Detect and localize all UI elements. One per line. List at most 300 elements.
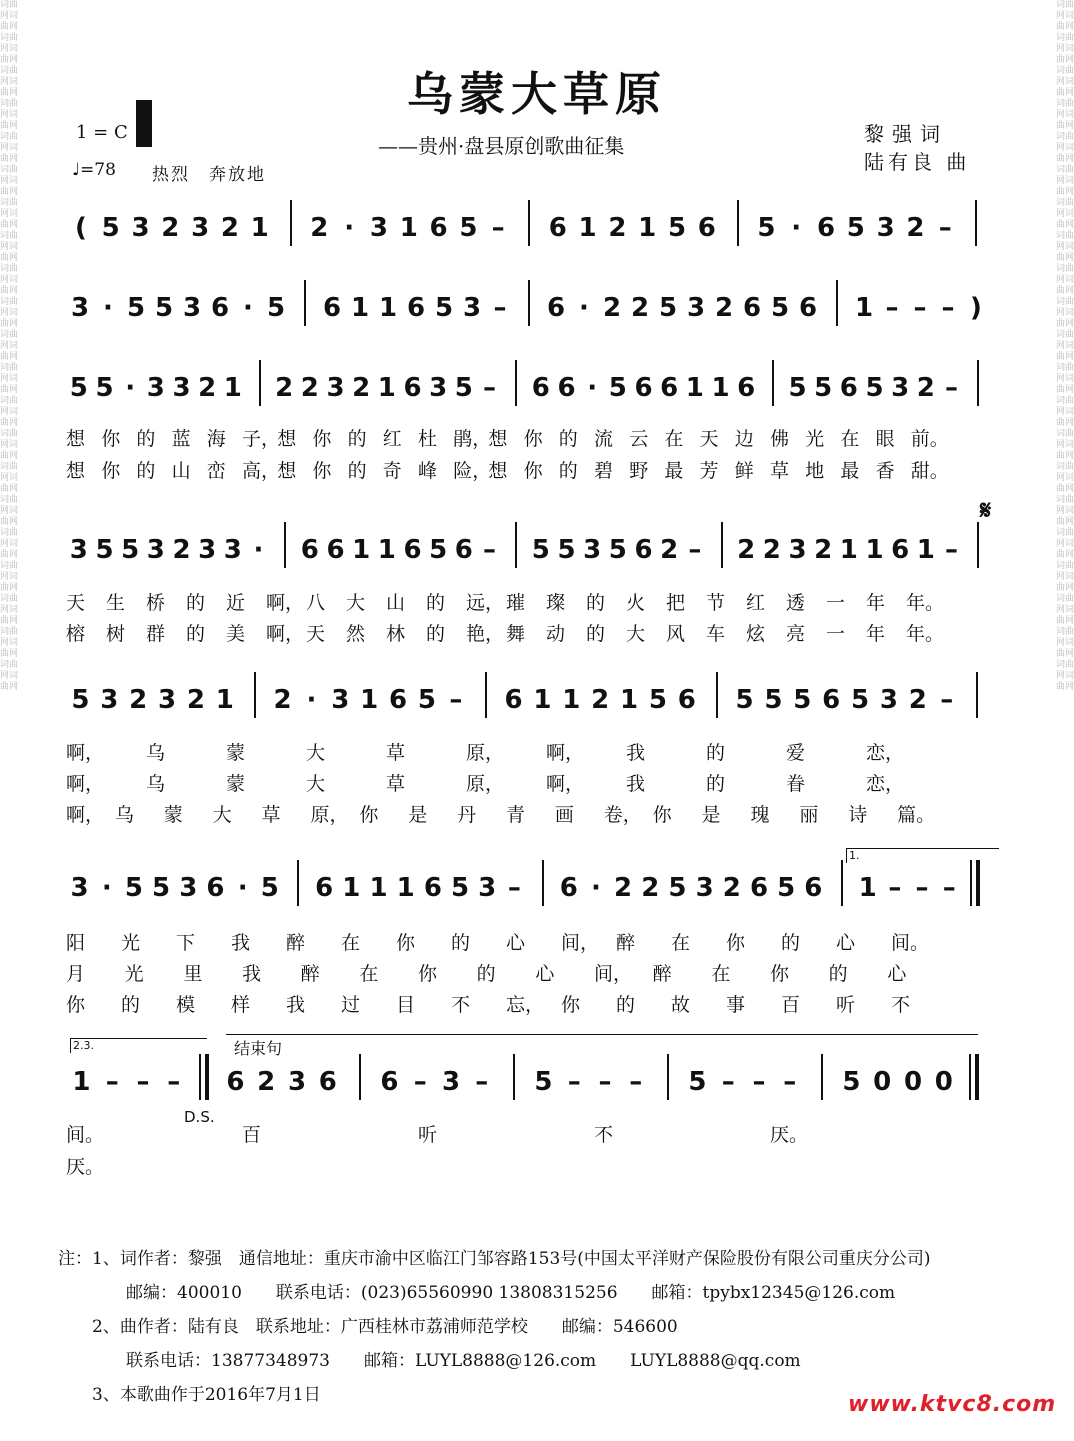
lyric-syllable: 你: [523, 428, 543, 450]
lyric-syllable: 的: [426, 623, 446, 645]
staff-line: [66, 1062, 1006, 1102]
staff-line: [66, 208, 1006, 248]
lyric-syllable: 的: [451, 932, 471, 954]
dash-note: –: [688, 535, 702, 565]
lyric-syllable: 在: [711, 963, 731, 985]
note-token: 5: [454, 373, 473, 403]
barline: [970, 860, 972, 906]
note-token: 3: [429, 373, 448, 403]
note-token: 3: [788, 535, 807, 565]
note-token: 1: [533, 685, 552, 715]
dash-note: –: [944, 373, 958, 403]
note-token: 3: [172, 373, 191, 403]
lyric-syllable: 丽: [799, 804, 819, 826]
lyric-syllable: 过: [341, 994, 361, 1016]
dot-mark: ·: [101, 873, 112, 903]
note-token: 1: [72, 1067, 91, 1097]
lyric-syllable: 目: [396, 994, 416, 1016]
note-token: 1: [369, 873, 388, 903]
lyric-syllable: 心: [836, 932, 856, 954]
note-token: 2: [161, 213, 180, 243]
lyric-syllable: 你: [418, 963, 438, 985]
note-token: 3: [876, 213, 895, 243]
lyric-syllable: 璨: [546, 592, 566, 614]
note-token: 6: [891, 535, 910, 565]
note-token: 6: [839, 373, 858, 403]
note-token: 6: [531, 373, 550, 403]
lyric-syllable: 美: [226, 623, 246, 645]
note-token: 5: [451, 873, 470, 903]
note-token: 2: [660, 535, 679, 565]
footnotes: [58, 1242, 1048, 1412]
tempo-mark: ♩=78: [72, 160, 116, 180]
lyric-syllable: 的: [347, 460, 367, 482]
dash-note: –: [629, 1067, 643, 1097]
note-token: 6: [326, 535, 345, 565]
note-token: 3: [695, 873, 714, 903]
lyric-syllable: 阳: [66, 932, 86, 954]
lyric-syllable: 香: [875, 460, 895, 482]
lyric-syllable: 山: [171, 460, 191, 482]
note-token: 6: [403, 535, 422, 565]
lyric-syllable: 的: [616, 994, 636, 1016]
note-token: 3: [70, 873, 89, 903]
lyric-syllable: 恋，: [866, 773, 905, 795]
dash-note: –: [167, 1067, 181, 1097]
lyric-syllable: 海: [206, 428, 226, 450]
note-token: 2: [614, 873, 633, 903]
volta-2-3: 2.3.: [70, 1038, 207, 1053]
dash-note: –: [567, 1067, 581, 1097]
lyric-syllable: 林: [386, 623, 406, 645]
lyric-syllable: 乌: [146, 742, 166, 764]
lyric-syllable: 我: [286, 994, 306, 1016]
note-token: 6: [389, 685, 408, 715]
note-token: 6: [546, 293, 566, 323]
lyric-syllable: 的: [476, 963, 496, 985]
barline: [199, 1054, 201, 1100]
note-token: 5: [788, 373, 807, 403]
lyric-syllable: 忘，: [506, 994, 545, 1016]
lyric-syllable: 亮: [786, 623, 806, 645]
note-token: 5: [95, 535, 114, 565]
note-token: 5: [688, 1067, 707, 1097]
note-line: 3、本歌曲作于2016年7月1日: [58, 1385, 321, 1405]
dash-note: –: [938, 213, 952, 243]
note-token: 3: [478, 873, 497, 903]
lyric-syllable: 乌: [114, 804, 134, 826]
lyric-syllable: 蒙: [226, 773, 246, 795]
lyric-syllable: 不: [594, 1124, 614, 1146]
note-token: 6: [559, 873, 578, 903]
lyric-syllable: 地: [805, 460, 825, 482]
lyric-syllable: 你: [726, 932, 746, 954]
lyric-syllable: 光: [805, 428, 825, 450]
ending-bracket: [226, 1034, 978, 1035]
lyric-syllable: 的: [706, 742, 726, 764]
barline: [976, 672, 978, 718]
note-token: 6: [454, 535, 473, 565]
lyric-syllable: 前。: [910, 428, 949, 450]
lyric-syllable: 你: [101, 428, 121, 450]
lyric-syllable: 榕: [66, 623, 86, 645]
note-token: 5: [814, 373, 833, 403]
note-token: 5: [434, 293, 454, 323]
lyric-syllable: 远，: [466, 592, 505, 614]
note-token: 2: [908, 685, 927, 715]
lyric-syllable: 年。: [906, 592, 945, 614]
lyric-syllable: 佛: [770, 428, 790, 450]
barline: [977, 360, 979, 406]
lyric-syllable: 想: [66, 460, 86, 482]
note-token: 1: [620, 685, 639, 715]
dot-mark: ·: [306, 685, 317, 715]
note-token: 5: [459, 213, 478, 243]
note-token: 6: [634, 535, 653, 565]
lyric-syllable: 蒙: [163, 804, 183, 826]
lyric-syllable: 你: [396, 932, 416, 954]
note-token: 6: [804, 873, 823, 903]
lyric-syllable: 最: [840, 460, 860, 482]
lyric-syllable: 啊，: [66, 804, 105, 826]
subtitle: ——贵州·盘县原创歌曲征集: [378, 134, 625, 158]
lyric-syllable: 啊，: [546, 742, 585, 764]
lyric-syllable: 年。: [906, 623, 945, 645]
lyric-syllable: 眷: [786, 773, 806, 795]
note-token: 2: [300, 373, 319, 403]
lyric-syllable: 璀: [506, 592, 526, 614]
barline: [359, 1054, 361, 1100]
note-token: 1: [223, 373, 242, 403]
lyric-syllable: 峰: [418, 460, 438, 482]
lyric-syllable: 啊，: [66, 773, 105, 795]
note-token: 3: [100, 685, 119, 715]
note-token: 3: [179, 873, 198, 903]
note-token: 3: [182, 293, 202, 323]
lyric-syllable: 群: [146, 623, 166, 645]
note-token: 5: [865, 373, 884, 403]
barline: [772, 360, 774, 406]
note-token: 5: [124, 873, 143, 903]
barline: [528, 200, 530, 246]
lyric-syllable: 在: [840, 428, 860, 450]
dash-note: –: [944, 535, 958, 565]
note-token: 3: [191, 213, 210, 243]
note-token: 3: [146, 373, 165, 403]
barline: [737, 200, 739, 246]
note-token: 6: [429, 213, 448, 243]
note-token: 3: [69, 535, 88, 565]
barline: [513, 1054, 515, 1100]
dash-note: –: [413, 1067, 427, 1097]
lyric-row: [66, 456, 996, 482]
lyric-syllable: 想: [277, 428, 297, 450]
lyric-syllable: 大: [626, 623, 646, 645]
note-token: 2: [186, 685, 205, 715]
dash-note: –: [783, 1067, 797, 1097]
lyric-row: [66, 928, 996, 954]
note-token: 5: [152, 873, 171, 903]
note-token: 5: [658, 293, 678, 323]
dash-note: –: [913, 293, 927, 323]
lyric-syllable: 大: [306, 773, 326, 795]
note-token: 1: [865, 535, 884, 565]
lyric-row: [66, 588, 996, 614]
lyric-syllable: 不: [891, 994, 911, 1016]
lyric-syllable: 爱: [786, 742, 806, 764]
note-token: 5: [608, 373, 627, 403]
lyric-syllable: 心: [506, 932, 526, 954]
lyric-syllable: 听: [418, 1124, 438, 1146]
note-token: 5: [126, 293, 146, 323]
note-token: 3: [583, 535, 602, 565]
lyric-syllable: 眼: [875, 428, 895, 450]
barline: [975, 200, 977, 246]
dash-note: –: [940, 685, 954, 715]
note-token: 0: [934, 1067, 953, 1097]
note-token: 5: [735, 685, 754, 715]
note-token: 1: [711, 373, 730, 403]
lyric-syllable: 你: [561, 994, 581, 1016]
lyric-syllable: 画: [554, 804, 574, 826]
note-token: 1: [562, 685, 581, 715]
note-token: 5: [101, 213, 120, 243]
lyric-syllable: 在: [671, 932, 691, 954]
note-line: 邮编：400010 联系电话：(023)65560990 13808315256 邮箱：tpybx12345@126.com: [58, 1283, 896, 1303]
dash-note: –: [475, 1067, 489, 1097]
watermark-right: 词曲网词曲网词曲网词曲网词曲网词曲网词曲网词曲网词曲网词曲网词曲网词曲网词曲网词曲网词曲网词曲网词曲网词曲网词曲网词曲网词曲网词曲网词曲网词曲网词曲网词曲网词曲网词曲网词曲网词曲网词曲网词曲网词曲网词曲网词曲网词曲网词曲网词曲网词曲网词曲网词曲网词曲网: [1056, 0, 1074, 692]
lyric-syllable: 把: [666, 592, 686, 614]
lyric-syllable: 的: [586, 592, 606, 614]
note-token: 0: [873, 1067, 892, 1097]
lyric-syllable: 你: [101, 460, 121, 482]
note-token: 2: [257, 1067, 276, 1097]
lyric-row: [66, 1152, 996, 1178]
staff-line: [66, 530, 1006, 570]
lyric-syllable: 丹: [457, 804, 477, 826]
lyric-syllable: 啊，: [266, 592, 305, 614]
lyric-syllable: 瑰: [750, 804, 770, 826]
lyric-syllable: 啊，: [66, 742, 105, 764]
lyric-syllable: 年: [866, 592, 886, 614]
note-token: 1: [638, 213, 657, 243]
note-token: 0: [903, 1067, 923, 1097]
barline: [716, 672, 718, 718]
note-token: 5: [793, 685, 812, 715]
lyric-row: [66, 959, 996, 985]
note-token: 6: [660, 373, 679, 403]
dash-note: –: [888, 873, 902, 903]
note-token: 6: [423, 873, 442, 903]
dash-note: –: [721, 1067, 735, 1097]
lyric-syllable: 奇: [382, 460, 402, 482]
site-logo[interactable]: www.ktvc8.com: [848, 1392, 1057, 1417]
lyric-syllable: 的: [136, 428, 156, 450]
barline: [821, 1054, 823, 1100]
note-token: 6: [318, 1067, 337, 1097]
note-token: 2: [220, 213, 239, 243]
lyric-syllable: 醉: [300, 963, 320, 985]
note-token: 5: [266, 293, 286, 323]
lyric-syllable: 蓝: [171, 428, 191, 450]
note-token: 6: [634, 373, 653, 403]
lyric-syllable: 最: [664, 460, 684, 482]
lyric-syllable: 芳: [699, 460, 719, 482]
note-token: 5: [95, 373, 114, 403]
lyric-syllable: 的: [121, 994, 141, 1016]
note-token: 1: [685, 373, 704, 403]
note-token: 5: [842, 1067, 861, 1097]
note-token: 3: [331, 685, 350, 715]
note-token: 1: [215, 685, 234, 715]
note-token: 2: [273, 685, 292, 715]
note-token: 3: [686, 293, 706, 323]
note-token: 3: [891, 373, 910, 403]
note-token: 5: [121, 535, 140, 565]
watermark-left: 词曲网词曲网词曲网词曲网词曲网词曲网词曲网词曲网词曲网词曲网词曲网词曲网词曲网词曲网词曲网词曲网词曲网词曲网词曲网词曲网词曲网词曲网词曲网词曲网词曲网词曲网词曲网词曲网词曲网词曲网词曲网词曲网词曲网词曲网词曲网词曲网词曲网词曲网词曲网词曲网词曲网词曲网: [0, 0, 18, 692]
lyric-syllable: 天: [699, 428, 719, 450]
note-token: 6: [677, 685, 696, 715]
lyric-syllable: 红: [382, 428, 402, 450]
lyric-syllable: 树: [106, 623, 126, 645]
lyric-syllable: 草: [261, 804, 281, 826]
lyric-syllable: 你: [66, 994, 86, 1016]
note-line: 联系电话：13877348973 邮箱：LUYL8888@126.com LUYL8888@qq.com: [58, 1351, 801, 1371]
note-token: 3: [158, 685, 177, 715]
note-token: 3: [369, 213, 388, 243]
lyric-syllable: 醉: [616, 932, 636, 954]
barline: [836, 280, 838, 326]
dash-note: –: [482, 535, 496, 565]
staff-line: [66, 368, 1006, 408]
lyric-syllable: 透: [786, 592, 806, 614]
lyric-syllable: 是: [408, 804, 428, 826]
note-token: 2: [172, 535, 191, 565]
note-token: 5: [534, 1067, 553, 1097]
note-token: 2: [737, 535, 756, 565]
lyric-syllable: 百: [242, 1124, 262, 1146]
lyric-syllable: 我: [231, 932, 251, 954]
note-token: 5: [69, 373, 88, 403]
lyric-syllable: 野: [629, 460, 649, 482]
lyric-syllable: 天: [306, 623, 326, 645]
note-token: 6: [406, 293, 426, 323]
lyric-syllable: 篇。: [897, 804, 936, 826]
lyric-syllable: 甜。: [910, 460, 949, 482]
note-token: 6: [315, 873, 334, 903]
note-token: 1: [578, 213, 597, 243]
lyric-syllable: 想: [66, 428, 86, 450]
lyric-syllable: 的: [186, 592, 206, 614]
dash-note: –: [493, 293, 507, 323]
lyric-syllable: 听: [836, 994, 856, 1016]
lyric-syllable: 醉: [286, 932, 306, 954]
lyric-syllable: 间，: [594, 963, 633, 985]
note-token: 2: [714, 293, 734, 323]
lyric-syllable: 在: [359, 963, 379, 985]
note-token: 6: [822, 685, 841, 715]
lyric-syllable: 在: [341, 932, 361, 954]
note-token: 5: [764, 685, 783, 715]
lyric-syllable: 风: [666, 623, 686, 645]
note-token: 6: [226, 1067, 245, 1097]
lyric-syllable: 在: [664, 428, 684, 450]
lyric-syllable: 你: [312, 428, 332, 450]
lyric-syllable: 卷，: [603, 804, 642, 826]
barline: [542, 860, 544, 906]
key-signature: 1 = C: [76, 122, 128, 143]
lyric-syllable: 大: [212, 804, 232, 826]
lyric-syllable: 厌。: [66, 1156, 105, 1178]
note-token: 5: [770, 293, 790, 323]
note-token: 2: [275, 373, 294, 403]
note-token: 2: [608, 213, 627, 243]
lyric-syllable: 鹃，: [453, 428, 492, 450]
lyric-syllable: 你: [359, 804, 379, 826]
note-token: 3: [462, 293, 482, 323]
lyric-syllable: 火: [626, 592, 646, 614]
note-token: 2: [591, 685, 610, 715]
segno-sign: 𝄋: [980, 496, 992, 526]
lyric-syllable: 恋，: [866, 742, 905, 764]
staff-line: [66, 680, 1006, 720]
barline: [297, 860, 299, 906]
lyric-syllable: 我: [626, 773, 646, 795]
barline: [667, 1054, 669, 1100]
note-token: 1: [399, 213, 418, 243]
lyric-syllable: 近: [226, 592, 246, 614]
lyric-syllable: 车: [706, 623, 726, 645]
lyric-syllable: 草: [386, 773, 406, 795]
lyric-syllable: 碧: [594, 460, 614, 482]
note-token: 3: [879, 685, 898, 715]
note-token: 6: [817, 213, 836, 243]
lyric-syllable: 的: [558, 428, 578, 450]
lyric-syllable: 年: [866, 623, 886, 645]
note-token: 1: [916, 535, 935, 565]
staff-line: [66, 868, 1006, 908]
note-token: 6: [548, 213, 567, 243]
note-token: 6: [697, 213, 716, 243]
lyric-syllable: 的: [558, 460, 578, 482]
lyric-syllable: 云: [629, 428, 649, 450]
lyric-row: [66, 738, 996, 764]
lyric-row: [66, 424, 996, 450]
lyric-syllable: 间。: [66, 1124, 105, 1146]
lyric-syllable: 一: [826, 592, 846, 614]
time-divider: [136, 100, 152, 147]
note-token: 2: [198, 373, 217, 403]
lyric-syllable: 诗: [848, 804, 868, 826]
dot-mark: ·: [587, 373, 598, 403]
lyric-syllable: 啊，: [546, 773, 585, 795]
note-token: 1: [839, 535, 858, 565]
note-token: 3: [70, 293, 90, 323]
note-token: 6: [742, 293, 762, 323]
lyric-syllable: 想: [277, 460, 297, 482]
note-token: 5: [667, 213, 687, 243]
dash-note: –: [941, 293, 955, 323]
lyric-syllable: 的: [186, 623, 206, 645]
note-token: 6: [403, 373, 422, 403]
barline: [304, 280, 306, 326]
lyric-syllable: 光: [121, 932, 141, 954]
lyric-syllable: 我: [626, 742, 646, 764]
dot-mark: ·: [579, 293, 589, 323]
lyric-syllable: 流: [594, 428, 614, 450]
lyric-syllable: 心: [887, 963, 907, 985]
note-token: 3: [131, 213, 150, 243]
